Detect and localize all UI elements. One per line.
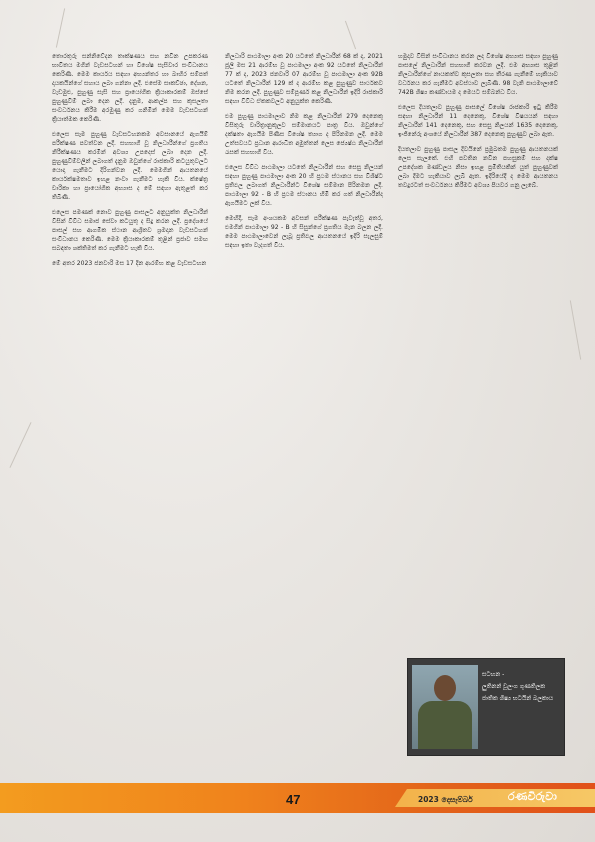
paragraph: එලෙස දියතලාව පුහුණු පාසලේ විශේෂ රාජකාරි ඉටු කිරීම සඳහා නිලධාරීන් 11 දෙනෙකු, විශේෂ විෂයයන් සඳහා නිලධාරීන් 141 දෙනෙකු, සහ සෙසු නිලයන් 1635 දෙනෙකු, ඉංජිනේරු අංශයේ නිලධාරීන් 387 දෙනෙකු පුහුණුව ලබා ඇත. <box>398 104 558 138</box>
paragraph: මෙහිදී, සෑම අංශයකම අවසන් පරීක්ෂණ පැවැත්වූ අතර, එමගින් පාඨමාලා 92 - B හි සිසුන්ගේ ප්‍රගතිය මැන බලන ලදී. මෙම පාඨමාලාවෙන් ලැබූ ප්‍රතිඵල ආයතනයේ ඉදිරි සැලසුම් සඳහා ඉතා වැදගත් විය. <box>225 215 383 249</box>
article-column-3 <box>398 52 558 196</box>
paragraph: මේ අතර 2023 ජනවාරි මස 17 දින ආරම්භ කළ වැඩසටහන <box>52 260 207 267</box>
paragraph: තොරතුරු සන්නිවේදන තාක්ෂණය සහ නවීන උපකරණ භාවිතය මගින් වැඩසටහන් හා විශේෂ සැසිවාර සංවිධානය කෙරිණි. මෙම කාර්යය සඳහා අභ්‍යන්තර හා බාහිර සම්පත් දායකයින්ගේ සහාය ලබා ගන්නා ලදී. එසේම සාකච්ඡා, දේශන, වැඩමුළු, පුහුණු සැසි සහ ප්‍රායෝගික ක්‍රියාකාරකම් ඔස්සේ පුහුණුවීම් ලබා දෙන ලදී. දැනුම, ආකල්ප සහ කුසලතා සංවර්ධනය කිරීම අරමුණු කර ගනිමින් මෙම වැඩසටහන් ක්‍රියාත්මක කෙරිණි. <box>52 53 208 123</box>
magazine-name: රණවිරුවා <box>508 790 558 803</box>
paragraph: එම පුහුණු පාඨමාලාව නිම කළ නිලධාරීන් 279 දෙනෙකු විසිතුරු චාරිත්‍රානුකූලව සම්මානයට පාත්‍ර විය. ඔවුන්ගේ දක්ෂතා ඇගයීම පිණිස විශේෂ ත්‍යාග ද පිරිනමන ලදී. මෙම උත්සවයට ප්‍රධාන ආරාධිත අමුත්තන් ලෙස ජ්‍යෙෂ්ඨ නිලධාරීන් රැසක් සහභාගී විය. <box>225 113 383 156</box>
texture-crack <box>9 422 31 468</box>
author-photo <box>412 665 478 749</box>
article-column-2 <box>225 52 383 256</box>
author-box <box>407 658 565 756</box>
paragraph: එලෙස පමණක් නොව පුහුණු පාසලට අනුයුක්ත නිලධාරීන් විසින් විවිධ සමාජ සේවා කටයුතු ද සිදු කරන ලදී. ප්‍රදේශයේ පාසල් සහ ආගමික ස්ථාන ආශ්‍රිතව ශ්‍රමදාන වැඩසටහන් සංවිධානය කෙරිණි. මෙම ක්‍රියාකාරකම් තුළින් ප්‍රජාව සමඟ සබඳතා ශක්තිමත් කර ගැනීමට හැකි විය. <box>52 209 208 252</box>
paragraph: හමුදාව විසින් සංවිධානය කරන ලද විශේෂ අභ්‍යාස සඳහා පුහුණු පාසලේ නිලධාරීන් සහභාගී කරවන ලදී. එම අභ්‍යාස තුළින් නිලධාරීන්ගේ නායකත්ව කුසලතා සහ තීරණ ගැනීමේ හැකියාව වර්ධනය කර ගැනීමට අවස්ථාව ලැබිණි. 98 වැනි පාඨමාලාවේ 742B ශිෂ්‍ය කණ්ඩායම ද මෙයට සම්බන්ධ විය. <box>398 53 558 96</box>
page-number: 47 <box>286 792 301 807</box>
texture-crack <box>345 21 356 50</box>
paragraph: එලෙස සෑම පුහුණු වැඩසටහනකම අවසානයේ ඇගයීම් පරීක්ෂණ පවත්වන ලදී. සහභාගී වූ නිලධාරීන්ගේ ප්‍රගතිය නිරීක්ෂණය කරමින් අවශ්‍ය උපදෙස් ලබා දෙන ලදී. පුහුණුවීම්වලින් ලබාගත් දැනුම ඔවුන්ගේ රාජකාරි කටයුතුවලට යොදා ගැනීමට දිරිගන්වන ලදී. මෙමගින් ආයතනයේ කාර්යක්ෂමතාව ඉහළ නංවා ගැනීමට හැකි විය. ක්ෂේත්‍ර චාරිකා හා ප්‍රායෝගික අභ්‍යාස ද මේ සඳහා ඇතුළත් කර තිබිණි. <box>52 131 208 201</box>
author-photo-head <box>434 675 456 701</box>
author-role: සටහන - <box>482 671 505 678</box>
texture-crack <box>56 8 65 47</box>
paragraph: දියතලාව පුහුණු පාසල දිවයිනේ ප්‍රමුඛතම පුහුණු ආයතනයක් ලෙස සැලකේ. එහි පවතින නවීන පහසුකම් සහ දක්ෂ උපදේශක මණ්ඩලය නිසා ඉහළ ප්‍රමිතියකින් යුත් පුහුණුවක් ලබා දීමට හැකියාව ලැබී ඇත. ඉදිරියේදී ද මෙම ආයතනය තවදුරටත් සංවර්ධනය කිරීමට අවශ්‍ය පියවර ගනු ලැබේ. <box>398 146 558 189</box>
author-name: ලුතිනන් චූලංග ගුණතිලක <box>482 683 546 690</box>
article-column-1 <box>52 52 208 274</box>
paragraph: නිලධාරි පාඨමාලා අංක 20 යටතේ නිලධාරීන් 68 ක් ද, 2021 ජූලි මස 21 ආරම්භ වූ පාඨමාලා අංක 92 යටතේ නිලධාරීන් 77 ක් ද, 2023 ජනවාරි 07 ආරම්භ වූ පාඨමාලා අංක 92B යටතේ නිලධාරීන් 129 ක් ද ආරම්භ කළ පුහුණුව සාර්ථකව නිම කරන ලදී. පුහුණුව සම්පූර්ණ කළ නිලධාරීන් ඉදිරි රාජකාරි සඳහා විවිධ ඒකකවලට අනුයුක්ත කෙරිණි. <box>225 53 383 105</box>
texture-crack <box>570 300 581 359</box>
paragraph: එලෙස විවිධ පාඨමාලා යටතේ නිලධාරීන් සහ සෙසු නිලයන් සඳහා පුහුණු පාඨමාලා අංක 20 හි ප්‍රථම ස්ථානය සහ විශිෂ්ට ප්‍රතිඵල ලබාගත් නිලධාරීන්ට විශේෂ සම්මාන පිරිනමන ලදී. පාඨමාලා 92 - B හි ප්‍රථම ස්ථානය හිමි කර ගත් නිලධාරීන්ද ඇගයීමට ලක් විය. <box>225 164 383 207</box>
author-photo-uniform <box>418 701 472 749</box>
author-credit <box>482 669 562 705</box>
author-unit: ජාතික ශිෂ්‍ය භටයින් බලකාය <box>482 695 554 702</box>
issue-date: 2023 දෙසැම්බර් <box>418 795 473 804</box>
